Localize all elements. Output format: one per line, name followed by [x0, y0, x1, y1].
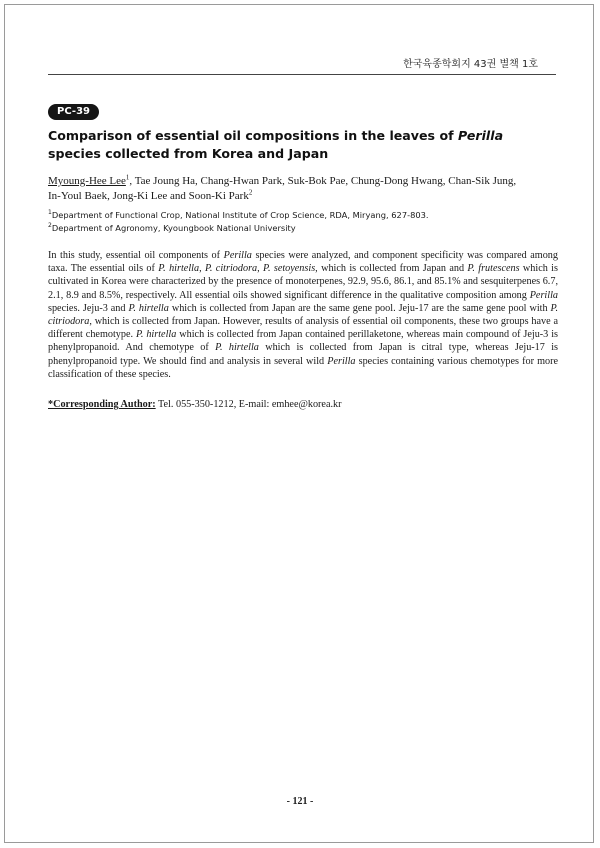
affiliation-2 — [48, 222, 528, 235]
abstract — [48, 249, 558, 381]
abstract-italic: P. citriodora — [48, 302, 559, 328]
abstract-text: In this study, essential oil components of — [48, 250, 224, 261]
affiliation-2-mark: 2 — [48, 222, 52, 230]
abstract-text: , which is collected from Japan. However, results of analysis of essential oil components, these two groups have a different chemotype. — [48, 316, 558, 341]
affiliation-1 — [48, 209, 528, 222]
affiliations — [48, 209, 528, 235]
abstract-italic: Perilla — [529, 289, 558, 301]
abstract-italic: P. frutescens — [467, 263, 520, 275]
abstract-italic: P. hirtella — [215, 342, 259, 354]
paper-title — [48, 127, 528, 163]
page-number: - 121 - — [286, 796, 314, 807]
affiliation-1-mark: 1 — [48, 209, 52, 217]
abstract-text: species containing various chemotypes for more classification of these species. — [48, 355, 558, 380]
abstract-text: species. Jeju-3 and — [48, 302, 129, 314]
abstract-italic: P. hirtella — [128, 302, 169, 314]
affiliation-2-text: Department of Agronomy, Kyoungbook National University — [51, 223, 296, 233]
abstract-text: which is collected from Japan contained perillaketone, whereas main compound of Jeju-3 is phenylpropanoid. And chemotype of — [48, 329, 558, 354]
title-text-1: Comparison of essential oil compositions in the leaves of — [48, 128, 458, 143]
session-badge: PC-39 — [48, 104, 99, 120]
abstract-text: which is collected from Japan are the same gene pool. Jeju-17 are the same gene pool with — [168, 302, 551, 314]
title-text-2: species collected from Korea and Japan — [48, 146, 329, 161]
first-author: Myoung-Hee Lee — [48, 175, 126, 187]
abstract-italic: Perilla — [223, 250, 252, 261]
co-authors: , Tae Joung Ha, Chang-Hwan Park, Suk-Bok Pae, Chung-Dong Hwang, Chan-Sik Jung, In-Youl Baek, Jong-Ki Lee and Soon-Ki Park — [48, 175, 517, 202]
abstract-text: which is cultivated in Korea were characterized by the presence of monoterpenes, 92.9, 95.6, 86.1, and 85.1% and sesquiterpenes 6.7, 2.1, 8.9 and 8.5%, respectively. All essential oils showed significant difference in the qualitative composition among — [48, 263, 558, 301]
title-genus: Perilla — [457, 128, 504, 143]
author-list — [48, 174, 518, 204]
abstract-italic: Perilla — [327, 355, 356, 367]
last-author-affil-mark: 2 — [248, 188, 253, 197]
corresponding-label: *Corresponding Author: — [48, 399, 156, 410]
journal-header: 한국육종학회지 43권 별책 1호 — [403, 59, 538, 70]
corresponding-contact: Tel. 055-350-1212, E-mail: emhee@korea.kr — [155, 399, 342, 410]
header-rule — [48, 74, 556, 75]
abstract-text: which is collected from Japan is citral type, whereas Jeju-17 is phenylpropanoid type. We should find and analysis in several wild — [48, 342, 558, 367]
corresponding-author — [48, 398, 528, 411]
affiliation-1-text: Department of Functional Crop, National Institute of Crop Science, RDA, Miryang, 627-803. — [51, 210, 429, 220]
abstract-italic: P. hirtella, P. citriodora, P. setoyensis, — [158, 263, 318, 275]
first-author-affil-mark: 1 — [125, 173, 130, 182]
abstract-text: which is collected from Japan and — [317, 263, 468, 275]
abstract-italic: P. hirtella — [135, 329, 177, 341]
abstract-text: species were analyzed, and component specificity was compared among taxa. The essential oils of — [48, 250, 558, 275]
